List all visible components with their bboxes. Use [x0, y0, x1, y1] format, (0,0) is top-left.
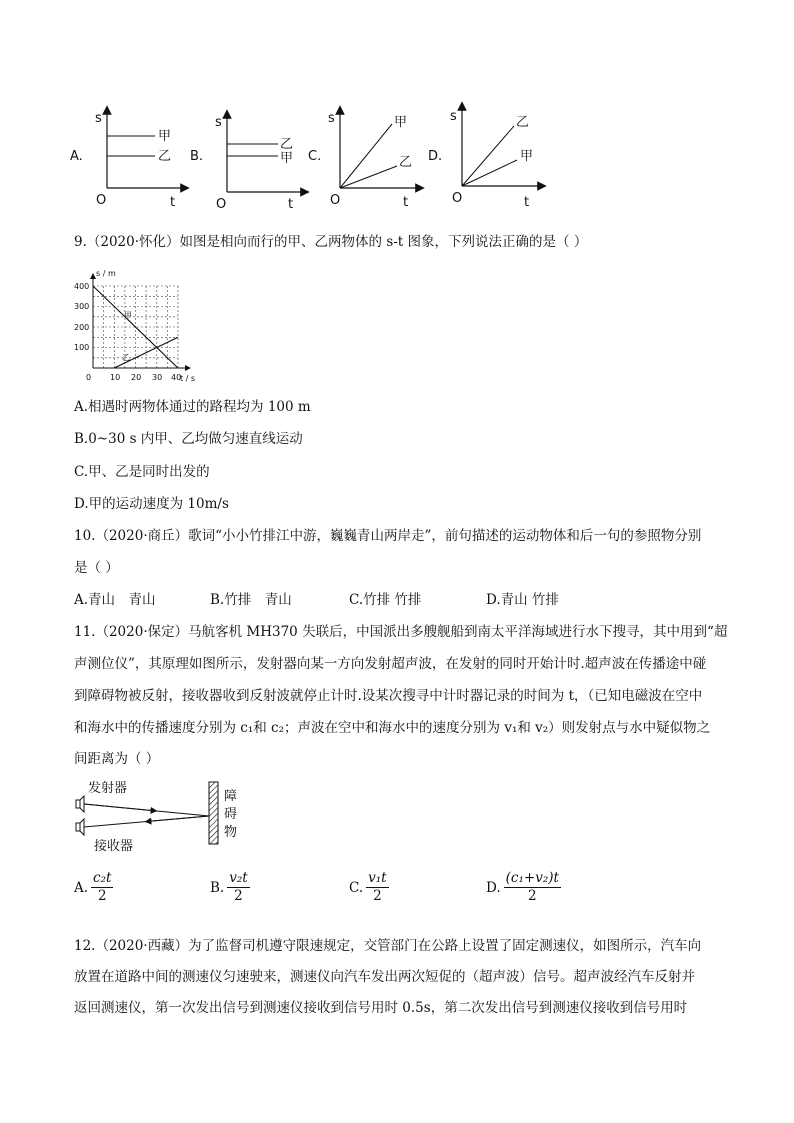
q8-graph-c[interactable]	[308, 110, 420, 210]
q8-graphs	[60, 100, 560, 215]
q9-ylabel: s / m	[96, 269, 116, 278]
q11-line3: 到障碍物被反射，接收器收到反射波就停止计时.设某次搜寻中计时器记录的时间为 t，（已知电磁波在空中	[74, 688, 703, 704]
q9-option-c[interactable]: C.甲、乙是同时出发的	[74, 464, 210, 480]
q9-xtick-20: 20	[131, 373, 142, 382]
q8-a-lower-label: 乙	[158, 149, 172, 164]
q8-d-axis-t: t	[524, 195, 530, 210]
q9-ytick-300: 300	[74, 302, 90, 311]
q8-c-lower-label: 乙	[399, 155, 413, 170]
q9-label-jia: 甲	[124, 311, 132, 320]
q9-st-graph	[68, 266, 208, 386]
q11-option-a[interactable]: A. $\frac{\text{c₂t}}{2}$	[74, 870, 112, 904]
q9-stem: 9.（2020·怀化）如图是相向而行的甲、乙两物体的 s-t 图象，下列说法正确的是（ ）	[74, 234, 588, 250]
q8-a-axis-t: t	[170, 195, 176, 210]
q9-ytick-100: 100	[74, 343, 90, 352]
q8-c-letter: C.	[308, 149, 322, 164]
obstacle-wall	[209, 782, 218, 844]
q11-option-c[interactable]: C. $\frac{\text{v₁t}}{2}$	[349, 870, 387, 904]
q8-c-axis-t: t	[403, 195, 409, 210]
q11-option-b[interactable]: B. $\frac{\text{v₂t}}{2}$	[210, 870, 248, 904]
emitter-speaker-icon	[76, 796, 84, 812]
q10-option-d[interactable]: D.青山 竹排	[486, 592, 559, 608]
q11-line5: 间距离为（ ）	[74, 751, 160, 767]
q11-line1: 11.（2020·保定）马航客机 MH370 失联后，中国派出多艘舰船到南太平洋海域进行水下搜寻，其中用到“超	[74, 624, 728, 640]
q11-obstacle-label: 障 碍 物	[224, 789, 238, 840]
q8-a-axis-s: s	[95, 111, 102, 126]
q8-a-letter: A.	[70, 149, 83, 164]
q10-option-a[interactable]: A.青山 青山	[74, 592, 156, 608]
q9-ytick-400: 400	[74, 282, 90, 291]
q8-d-upper-label: 乙	[516, 115, 530, 130]
q9-option-a[interactable]: A.相遇时两物体通过的路程均为 100 m	[74, 399, 311, 415]
q8-graph-a[interactable]	[70, 110, 185, 210]
q8-b-upper-label: 乙	[280, 137, 294, 152]
q11-line4: 和海水中的传播速度分别为 c₁和 c₂；声波在空中和海水中的速度分别为 v₁和 v₂）则发射点与水中疑似物之	[74, 720, 711, 736]
q9-xtick-30: 30	[152, 373, 163, 382]
q12-line2: 放置在道路中间的测速仪匀速驶来，测速仪向汽车发出两次短促的（超声波）信号。超声波经汽车反射并	[74, 969, 695, 985]
q8-b-lower-label: 甲	[280, 151, 294, 166]
q11-option-d[interactable]: D. $\frac{\text{(c₁+v₂)t}}{2}$	[486, 870, 559, 904]
q8-d-letter: D.	[428, 149, 443, 164]
q10-option-c[interactable]: C.竹排 竹排	[349, 592, 422, 608]
q11-line2: 声测位仪”，其原理如图所示，发射器向某一方向发射超声波，在发射的同时开始计时.超声波在传播途中碰	[74, 656, 707, 672]
q11-emitter-label: 发射器	[88, 781, 128, 796]
q9-label-yi: 乙	[122, 353, 130, 362]
q8-b-origin: O	[216, 197, 227, 212]
q8-d-origin: O	[452, 191, 463, 206]
q11-receiver-label: 接收器	[94, 839, 134, 853]
q9-xtick-40: 40	[171, 373, 182, 382]
q9-xtick-0: 0	[86, 373, 92, 382]
q10-stem-line2: 是（ ）	[74, 560, 119, 576]
receiver-speaker-icon	[76, 819, 84, 835]
q10-stem-line1: 10.（2020·商丘）歌词“小小竹排江中游，巍巍青山两岸走”，前句描述的运动物体和后一句的参照物分别	[74, 528, 702, 544]
q11-sonar-diagram	[66, 778, 256, 853]
q8-b-axis-s: s	[215, 115, 222, 130]
q9-xlabel: t / s	[180, 374, 196, 383]
q9-ytick-200: 200	[74, 323, 90, 332]
q8-c-upper-label: 甲	[394, 115, 408, 130]
q9-xtick-10: 10	[110, 373, 121, 382]
q12-line3: 返回测速仪，第一次发出信号到测速仪接收到信号用时 0.5s，第二次发出信号到测速仪接收到信号用时	[74, 1000, 688, 1016]
q8-graph-d[interactable]	[428, 106, 542, 210]
q8-a-origin: O	[96, 193, 107, 208]
q8-b-letter: B.	[190, 149, 204, 164]
q8-b-axis-t: t	[288, 197, 294, 212]
q8-graph-b[interactable]	[190, 114, 305, 212]
q8-d-lower-label: 甲	[520, 149, 534, 164]
q8-c-axis-s: s	[328, 111, 335, 126]
q9-option-b[interactable]: B.0~30 s 内甲、乙均做匀速直线运动	[74, 431, 303, 447]
q8-c-origin: O	[330, 193, 341, 208]
q9-option-d[interactable]: D.甲的运动速度为 10m/s	[74, 496, 229, 512]
q8-a-upper-label: 甲	[158, 129, 172, 144]
q10-option-b[interactable]: B.竹排 青山	[210, 592, 292, 608]
q8-d-axis-s: s	[450, 109, 457, 124]
q12-line1: 12.（2020·西藏）为了监督司机遵守限速规定，交管部门在公路上设置了固定测速仪，如图所示，汽车向	[74, 938, 702, 954]
